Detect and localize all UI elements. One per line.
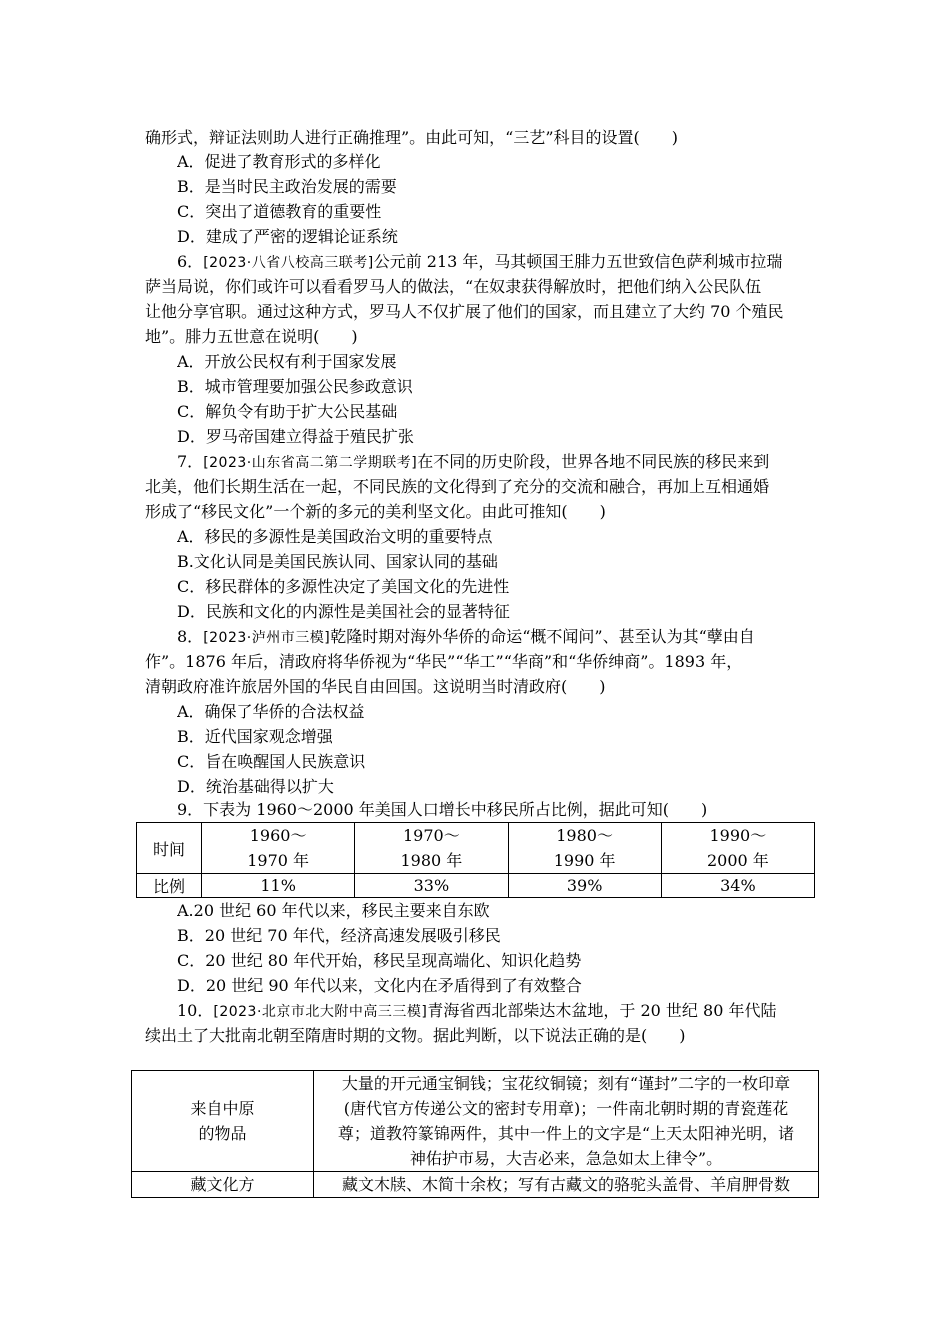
q8-text-1: 乾隆时期对海外华侨的命运“概不闻问”、甚至认为其“孽由自 (330, 627, 755, 646)
q8-stem-line-3: 清朝政府准许旅居外国的华民自由回国。这说明当时清政府( ) (145, 677, 606, 696)
q6-source: [2023·八省八校高三联考] (203, 255, 374, 271)
q6-stem-line-2: 萨当局说，你们或许可以看看罗马人的做法，“在奴隶获得解放时，把他们纳入公民队伍 (145, 277, 762, 296)
q9-table-ratio-2: 33% (355, 874, 508, 898)
q5-option-a: A．促进了教育形式的多样化 (177, 152, 381, 171)
q9-option-a: A.20 世纪 60 年代以来，移民主要来自东欧 (177, 901, 490, 920)
q9-table-period-1: 1960～ 1970 年 (202, 823, 355, 874)
q6-option-a: A．开放公民权有利于国家发展 (177, 352, 397, 371)
q7-stem-line-1 (177, 450, 825, 474)
q5-option-b: B．是当时民主政治发展的需要 (177, 177, 397, 196)
q8-number: 8． (177, 627, 204, 646)
q10-number: 10． (177, 1001, 214, 1020)
q9-option-d: D．20 世纪 90 年代以来，文化内在矛盾得到了有效整合 (177, 976, 582, 995)
q10-table (131, 1070, 819, 1198)
q9-table-ratio-3: 39% (508, 874, 661, 898)
q6-option-c: C．解负令有助于扩大公民基础 (177, 402, 398, 421)
q9-option-c: C．20 世纪 80 年代开始，移民呈现高端化、知识化趋势 (177, 951, 582, 970)
q9-option-b: B．20 世纪 70 年代，经济高速发展吸引移民 (177, 926, 501, 945)
q10-stem-line-1 (177, 999, 825, 1023)
q7-number: 7． (177, 452, 204, 471)
q7-source: [2023·山东省高二第二学期联考] (203, 455, 418, 471)
q9-table-ratio-label: 比例 (137, 874, 202, 898)
q6-stem-line-3: 让他分享官职。通过这种方式，罗马人不仅扩展了他们的国家，而且建立了大约 70 个殖民 (145, 302, 784, 321)
q5-option-d: D．建成了严密的逻辑论证系统 (177, 227, 398, 246)
q6-number: 6． (177, 252, 204, 271)
q7-option-b: B.文化认同是美国民族认同、国家认同的基础 (177, 552, 498, 571)
q8-stem-line-1 (177, 625, 825, 649)
q6-option-b: B．城市管理要加强公民参政意识 (177, 377, 413, 396)
q7-option-d: D．民族和文化的内源性是美国社会的显著特征 (177, 602, 510, 621)
q8-option-c: C．旨在唤醒国人民族意识 (177, 752, 366, 771)
q10-table-central-plains-content: 大量的开元通宝铜钱；宝花纹铜镜；刻有“谨封”二字的一枚印章 (唐代官方传递公文的密封专用章)；一件南北朝时期的青瓷莲花 尊；道教符篆锦两件，其中一件上的文字是“上天太阳神光明，诸 神佑护市易，大吉必来，急急如太上律令”。 (314, 1071, 819, 1172)
q9-table-period-3: 1980～ 1990 年 (508, 823, 661, 874)
q6-option-d: D．罗马帝国建立得益于殖民扩张 (177, 427, 414, 446)
q9-table-ratio-4: 34% (661, 874, 814, 898)
q7-option-a: A．移民的多源性是美国政治文明的重要特点 (177, 527, 493, 546)
q7-option-c: C．移民群体的多源性决定了美国文化的先进性 (177, 577, 510, 596)
q6-text-1: 公元前 213 年，马其顿国王腓力五世致信色萨利城市拉瑞 (373, 252, 783, 271)
q9-table-time-label: 时间 (137, 823, 202, 874)
q7-stem-line-3: 形成了“移民文化”一个新的多元的美利坚文化。由此可推知( ) (145, 502, 606, 521)
q9-stem: 9．下表为 1960～2000 年美国人口增长中移民所占比例，据此可知( ) (177, 800, 708, 819)
q6-stem-line-4: 地”。腓力五世意在说明( ) (145, 327, 358, 346)
q7-text-1: 在不同的历史阶段，世界各地不同民族的移民来到 (417, 452, 770, 471)
q8-option-d: D．统治基础得以扩大 (177, 777, 334, 796)
q8-stem-line-2: 作”。1876 年后，清政府将华侨视为“华民”“华工”“华商”和“华侨绅商”。1893 年， (145, 652, 743, 671)
q6-stem-line-1 (177, 250, 825, 274)
q10-text-1: 青海省西北部柴达木盆地，于 20 世纪 80 年代陆 (427, 1001, 777, 1020)
q8-option-b: B．近代国家观念增强 (177, 727, 333, 746)
q10-stem-line-2: 续出土了大批南北朝至隋唐时期的文物。据此判断，以下说法正确的是( ) (145, 1026, 686, 1045)
q10-table-tibetan-content: 藏文木牍、木简十余枚；写有古藏文的骆驼头盖骨、羊肩胛骨数 (314, 1172, 819, 1198)
q9-table-period-4: 1990～ 2000 年 (661, 823, 814, 874)
q5-option-c: C．突出了道德教育的重要性 (177, 202, 382, 221)
intro-line: 确形式，辩证法则助人进行正确推理”。由此可知，“三艺”科目的设置( ) (145, 128, 679, 147)
q9-table (136, 822, 815, 898)
q8-option-a: A．确保了华侨的合法权益 (177, 702, 365, 721)
q9-table-period-2: 1970～ 1980 年 (355, 823, 508, 874)
q8-source: [2023·泸州市三模] (203, 630, 331, 646)
q9-table-ratio-1: 11% (202, 874, 355, 898)
q10-source: [2023·北京市北大附中高三三模] (213, 1004, 428, 1020)
q7-stem-line-2: 北美，他们长期生活在一起，不同民族的文化得到了充分的交流和融合，再加上互相通婚 (145, 477, 770, 496)
q10-table-central-plains-label: 来自中原 的物品 (132, 1071, 314, 1172)
q10-table-tibetan-label: 藏文化方 (132, 1172, 314, 1198)
